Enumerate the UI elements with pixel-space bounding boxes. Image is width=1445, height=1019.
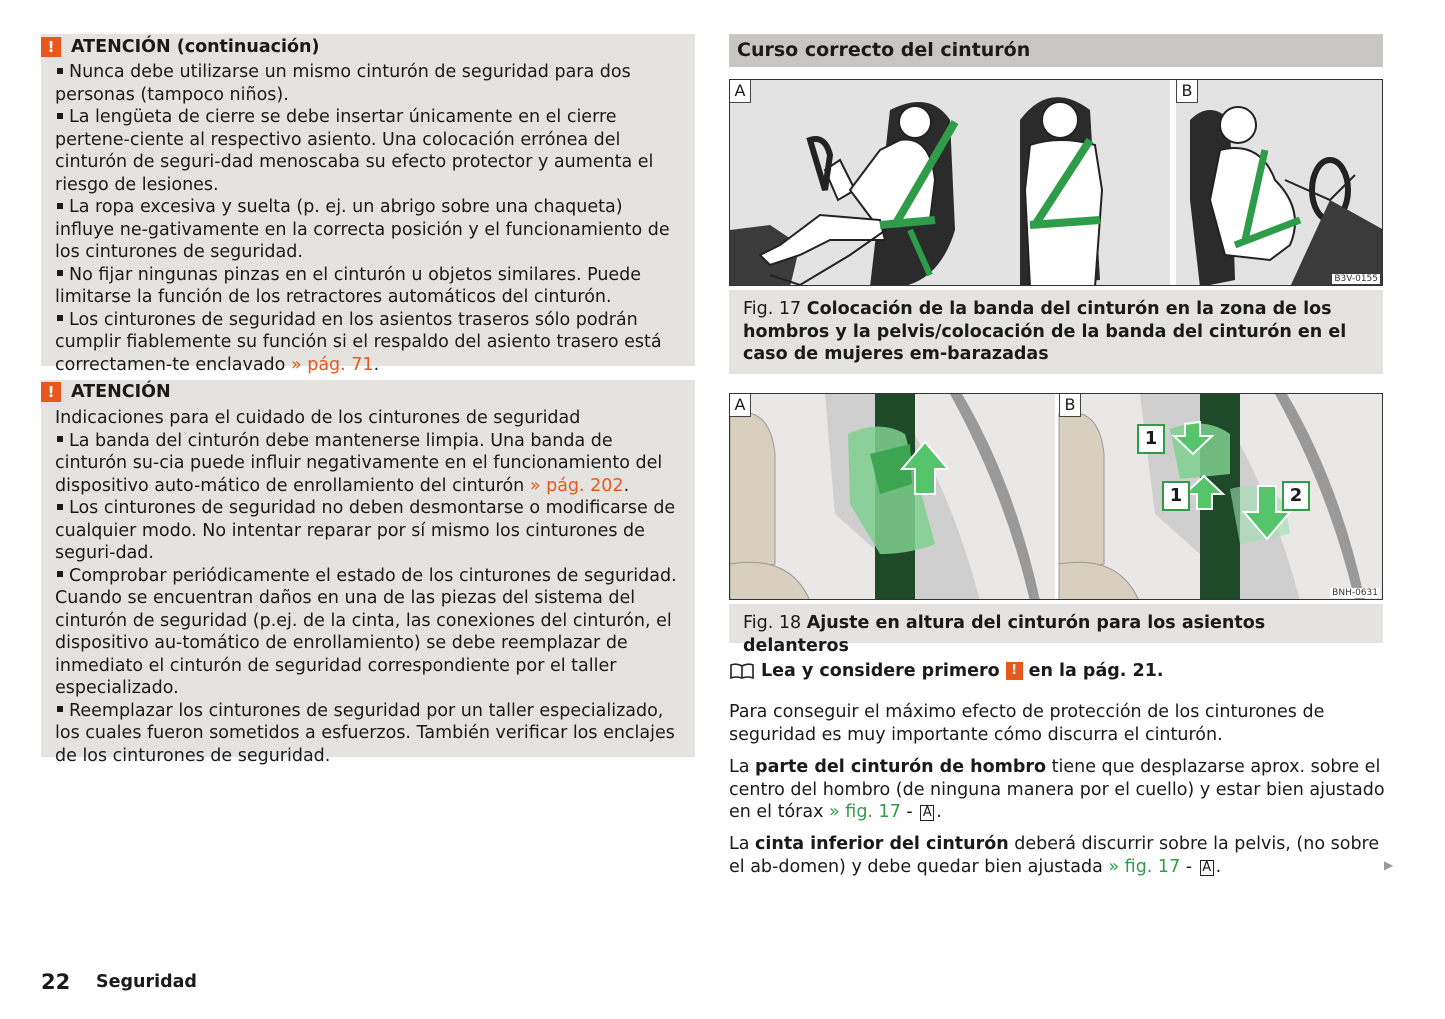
panel-label-a: A [730, 80, 751, 103]
list-item [55, 196, 685, 264]
bullet-icon [57, 68, 63, 74]
caption-text: Ajuste en altura del cinturón para los asientos delanteros [743, 613, 1266, 656]
bullet-icon [57, 270, 63, 276]
item-text: La ropa excesiva y suelta (p. ej. un abrigo sobre una chaqueta) influye ne-gativamente en la correcta posición y el funcionamiento de los cinturones de seguridad. [55, 197, 670, 262]
figure-18 [729, 393, 1383, 600]
item-text: Los cinturones de seguridad no deben desmontarse o modificarse de cualquier modo. No intentar reparar por sí mismo los cinturones de seguri-dad. [55, 498, 676, 563]
caption-number: Fig. 18 [743, 613, 802, 633]
warning-box-care [41, 380, 695, 766]
footer-section: Seguridad [96, 972, 197, 992]
bullet-icon [57, 436, 63, 442]
item-text: Reemplazar los cinturones de seguridad por un taller especializado, los cuales fueron sometidos a esfuerzos. También verificar los enclajes de los cinturones de seguridad. [55, 700, 675, 766]
text: tiene que desplazarse aprox. sobre el centro del hombro (de ninguna manera por el cuello) y estar bien ajustado en el tórax [729, 757, 1385, 822]
warning-box-title [41, 36, 320, 58]
list-item [55, 106, 685, 196]
list-item: La banda del cinturón debe mantenerse limpia. Una banda de cinturón su-cia puede influir negativamente en el funcionamiento del dispositivo auto-mático de enrollamiento del cinturón » pág. 202. [55, 430, 663, 496]
warning-icon: ! [41, 382, 61, 402]
text: La [729, 757, 756, 777]
read-first-before: Lea y considere primero [761, 661, 1000, 681]
seatbelt-illustration [730, 80, 1383, 286]
figure-17-caption [729, 290, 1383, 374]
page-link[interactable]: » pág. 71 [290, 354, 374, 375]
bullet-icon [57, 113, 63, 119]
book-icon [729, 662, 755, 680]
text: La [729, 834, 756, 854]
item-text: Los cinturones de seguridad en los asientos traseros sólo podrán cumplir fiablemente su función si el respaldo del asiento trasero está correctamen-te enclavado [55, 309, 662, 375]
bold-text: parte del cinturón de hombro [755, 757, 1047, 777]
text: - [900, 802, 919, 822]
caption-number: Fig. 17 [743, 299, 802, 319]
list-item [55, 565, 685, 700]
bullet-icon [57, 504, 63, 510]
bullet-icon [57, 203, 63, 209]
figure-code: BNH-0631 [1332, 588, 1378, 598]
panel-ref-a: A [1200, 860, 1214, 876]
panel-label-a: A [730, 394, 751, 417]
warning-icon: ! [1006, 662, 1023, 680]
body-paragraph-3 [729, 833, 1389, 878]
figure-link[interactable]: » fig. 17 [829, 802, 901, 822]
callout-label-1b: 1 [1162, 481, 1190, 511]
figure-17 [729, 79, 1383, 286]
item-text: Comprobar periódicamente el estado de los cinturones de seguridad. Cuando se encuentran daños en una de las piezas del sistema del cinturón de seguridad (p.ej. de la cinta, las conexiones del cinturón, el dispositivo au-tomático de enrollamiento) se debe reemplazar de inmediato el cinturón de seguridad correspondiente por el taller especializado. [55, 565, 677, 698]
warning-title-text: ATENCIÓN (continuación) [71, 37, 320, 57]
page-link[interactable]: » pág. 202 [529, 475, 624, 496]
next-page-arrow-icon[interactable]: ▶ [1384, 858, 1394, 872]
item-text: Nunca debe utilizarse un mismo cinturón de seguridad para dos personas (tampoco niños). [55, 62, 631, 105]
bold-text: cinta inferior del cinturón [755, 834, 1009, 854]
list-item [55, 700, 685, 768]
caption-text: Colocación de la banda del cinturón en la zona de los hombros y la pelvis/colocación de la banda del cinturón en el caso de mujeres em-barazadas [743, 299, 1347, 364]
warning-icon: ! [41, 37, 61, 57]
item-text: La lengüeta de cierre se debe insertar únicamente en el cierre pertene-ciente al respectivo asiento. Una colocación errónea del cinturón de seguri-dad menoscaba su efecto protector y aumenta el riesgo de lesiones. [55, 107, 654, 195]
bullet-icon [57, 706, 63, 712]
callout-label-1: 1 [1137, 424, 1165, 454]
bullet-icon [57, 571, 63, 577]
box-intro: Indicaciones para el cuidado de los cinturones de seguridad [55, 408, 581, 428]
page-number: 22 [41, 970, 71, 994]
bullet-icon [57, 315, 63, 321]
figure-18-caption [729, 604, 1383, 656]
read-first-after[interactable]: en la pág. 21. [1028, 661, 1164, 681]
warning-box-title [41, 381, 171, 403]
panel-label-b: B [1176, 80, 1198, 103]
list-item: Los cinturones de seguridad en los asientos traseros sólo podrán cumplir fiablemente su función si el respaldo del asiento trasero está correctamen-te enclavado » pág. 71. [55, 309, 662, 375]
read-first-note [729, 661, 1164, 681]
text: - [1180, 856, 1198, 877]
text: . [1215, 856, 1222, 877]
text: . [936, 802, 942, 822]
item-text: No fijar ningunas pinzas en el cinturón u objetos similares. Puede limitarse la función de los retractores automáticos del cinturón. [55, 264, 642, 307]
list-item [55, 497, 685, 565]
figure-link[interactable]: » fig. 17 [1108, 856, 1181, 877]
body-paragraph-1: Para conseguir el máximo efecto de protección de los cinturones de seguridad es muy importante cómo discurra el cinturón. [729, 702, 1325, 745]
callout-label-2: 2 [1282, 481, 1310, 511]
list-item [55, 61, 685, 106]
warning-box-continued [41, 34, 695, 375]
panel-label-b: B [1059, 394, 1081, 417]
item-text: La banda del cinturón debe mantenerse limpia. Una banda de cinturón su-cia puede influir negativamente en el funcionamiento del dispositivo auto-mático de enrollamiento del cinturón [55, 430, 663, 496]
body-paragraph-2 [729, 756, 1389, 824]
warning-title-text: ATENCIÓN [71, 382, 171, 402]
text: deberá discurrir sobre la pelvis, (no sobre el ab-domen) y debe quedar bien ajustada [729, 834, 1380, 877]
panel-ref-a: A [920, 805, 934, 821]
list-item [55, 264, 685, 309]
section-title: Curso correcto del cinturón [729, 34, 1383, 67]
figure-code: B3V-0155 [1334, 274, 1378, 284]
